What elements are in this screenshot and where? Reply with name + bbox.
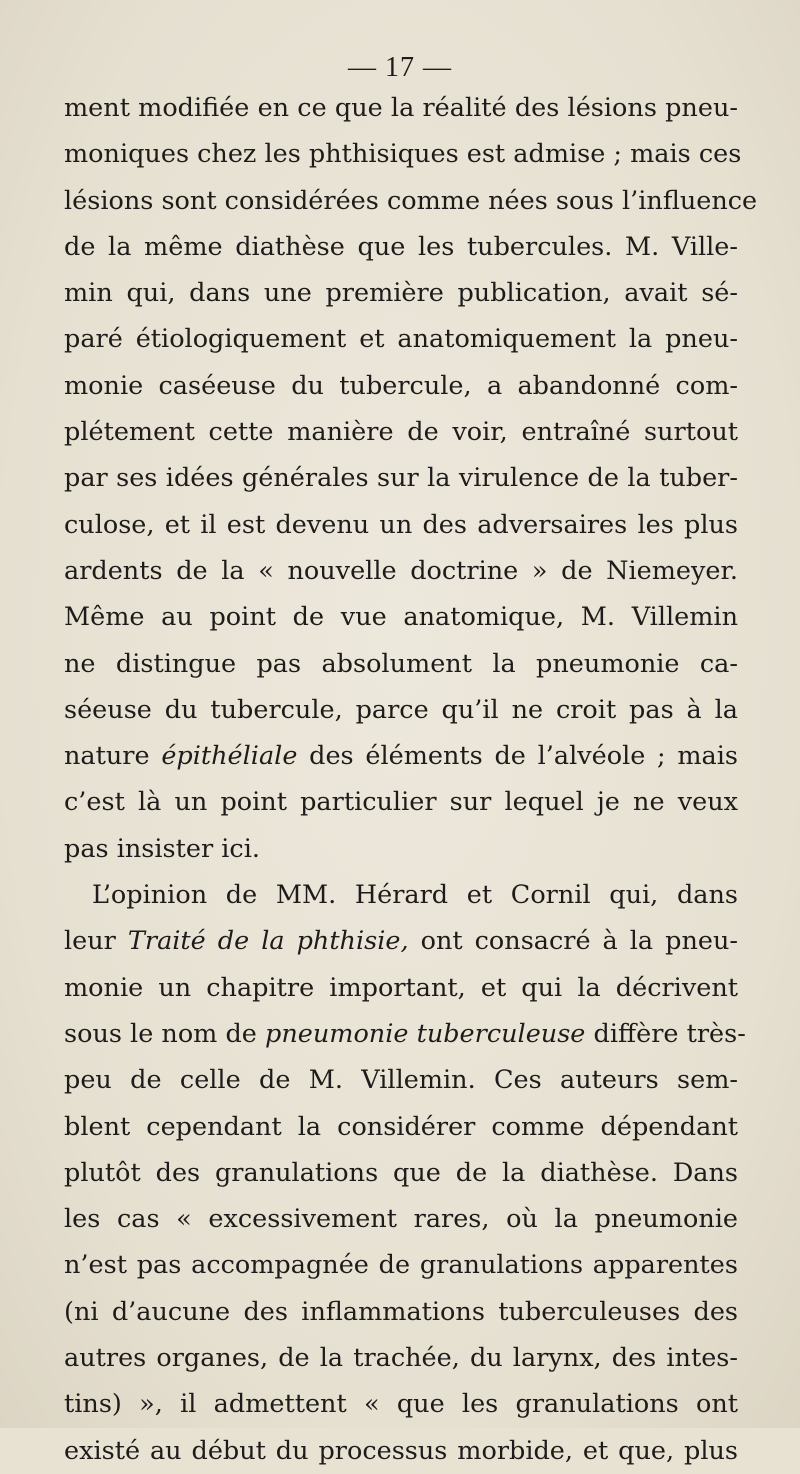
text-segment: sous le nom de [64,1018,265,1049]
text-line: monie caséeuse du tubercule, a abandonné com- [64,370,738,401]
text-line: Même au point de vue anatomique, M. Villemin [64,602,738,633]
text-segment: diffère très- [585,1018,746,1049]
text-segment: des éléments de l’alvéole ; mais [297,741,738,772]
text-segment: leur [64,926,128,957]
text-line: plétement cette manière de voir, entraîné surtout [64,417,738,448]
text-line: existé au début du processus morbide, et que, plus [64,1435,738,1466]
text-line: peu de celle de M. Villemin. Ces auteurs sem- [64,1065,738,1096]
text-line [64,733,738,779]
italic-term: épithéliale [161,741,298,772]
italic-term: pneumonie tuberculeuse [265,1018,586,1049]
text-line: monie un chapitre important, et qui la décrivent [64,972,738,1003]
text-segment: nature [64,741,162,772]
page-number: — 17 — [348,52,452,83]
text-line: culose, et il est devenu un des adversaires les plus [64,509,738,540]
text-line [64,1011,746,1057]
text-line: (ni d’aucune des inflammations tuberculeuses des [64,1296,738,1327]
text-line [64,687,738,733]
text-segment: séeuse du tubercule, parce qu’il ne croit pas à la [64,694,738,725]
text-line: autres organes, de la trachée, du larynx, des intes- [64,1343,738,1374]
paragraph-end-line: pas insister ici. [64,833,260,864]
italic-title: Traité de la phthisie, [127,926,409,957]
text-line: ardents de la « nouvelle doctrine » de Niemeyer. [64,555,738,586]
text-line: par ses idées générales sur la virulence de la tuber- [64,463,738,494]
paragraph-start-line: L’opinion de MM. Hérard et Cornil qui, dans [92,880,738,911]
text-line: min qui, dans une première publication, avait sé- [64,278,738,309]
text-segment: ont consacré à la pneu- [408,926,739,957]
text-line: lésions sont considérées comme nées sous l’influence [64,185,758,216]
text-line: moniques chez les phthisiques est admise ; mais ces [64,139,742,170]
text-line: ment modifiée en ce que la réalité des lésions pneu- [64,93,738,123]
text-line: tins) », il admettent « que les granulations ont [64,1389,738,1420]
text-line: ne distingue pas absolument la pneumonie ca- [64,648,738,679]
body-text [64,85,758,1474]
text-line: paré étiologiquement et anatomiquement la pneu- [64,324,738,355]
text-line: c’est là un point particulier sur lequel je ne veux [64,787,738,818]
text-line: de la même diathèse que les tubercules. M. Ville- [64,231,738,262]
text-line: plutôt des granulations que de la diathèse. Dans [64,1157,738,1188]
text-line: les cas « excessivement rares, où la pneumonie [64,1204,738,1235]
text-line: n’est pas accompagnée de granulations apparentes [64,1250,738,1281]
text-line: blent cependant la considérer comme dépendant [64,1111,738,1142]
text-line [64,918,738,964]
